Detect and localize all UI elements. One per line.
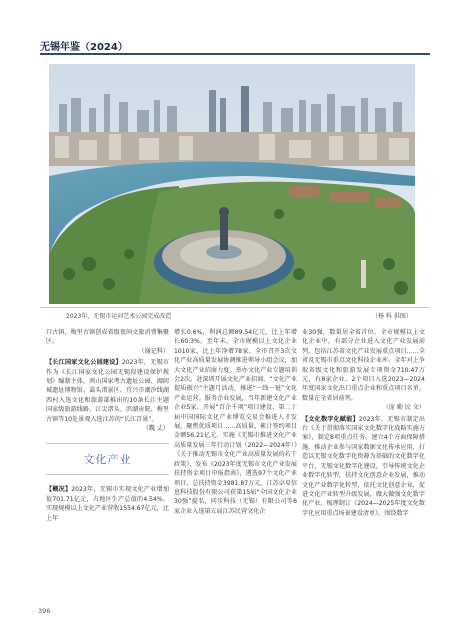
- aerial-park-photo: [49, 64, 415, 304]
- col3-paragraph-1: 业30强，数量居全省首位。全市规模以上文化企业中，有部分企业进入文化产业发展前列，包括江苏省文化产业发展重点项目……全省及无锡市重点文化科技企业库。全年对上争取省级文化和旅游发展专项资金710.47万元，有8家企业、2个项目入选2023—2024年度国家文化出口重点企业和重点项目名单，数量在全省居前列。: [302, 329, 425, 402]
- col1-author-1: （谢记科）: [138, 347, 169, 355]
- photo-credit: （杨 科 供图）: [372, 313, 412, 320]
- column-3: [302, 328, 425, 518]
- photo-caption: 2023年，无锡市运河艺术公园完成改造: [66, 313, 172, 320]
- statue: [220, 214, 228, 250]
- column-1: [46, 328, 169, 523]
- col1-text-yangtze: 2023年，无锡市作为《长江国家文化公园无锡段建设保护规划》编制主体，鸿山国家考古遗址公园、阖闾城遗址博物馆、霭头渚景区、宜兴市潮汐线湖西村入选文化和旅游部推出的10条长江主题国家级旅游线路。江尖渚头、滨湖贡院、梅里古镇等10处景观入选江苏的“长江百景”。: [46, 359, 169, 423]
- monument: [361, 260, 366, 288]
- statue-head: [219, 207, 229, 217]
- caption-divider: [40, 307, 430, 308]
- col1-paragraph-3: [46, 485, 169, 523]
- section-title: 文化产业: [83, 452, 132, 466]
- aerial-park-illustration: [49, 64, 415, 304]
- col3-paragraph-2: [302, 415, 425, 518]
- header-divider: [40, 53, 430, 55]
- col3-heading-digital: 【文化数字化赋能】: [302, 415, 359, 423]
- section-banner: [46, 443, 169, 475]
- col1-heading-yangtze: 【长江国家文化公园建设】: [46, 359, 122, 367]
- yearbook-header-title: 无锡年鉴（2024）: [40, 42, 128, 53]
- col3-author-1: （庞 勤 民 文）: [382, 404, 425, 412]
- col3-text-digital: 2023年，无锡市制定出台《关于贯彻落实国家文化数字化战略实施方案》，制定8项重点任务，建立4个方面保障措施，推动企业参与国家数据文化传承应用，打造以无锡文化数字化资源为基础的文化数字化平台，无锡文化数字化建设，引导传统文化企业数字化转型，扶持文化创意企业发展，推动文化产业数字化转型，依托文化创意企业，促进文化产业转型升级发展，做大做强文化数字化产业。梳理制订《2024—2025年度文化数字化应用重点场景建设清单》，围绕数字: [302, 415, 425, 517]
- col1-text-overview: 2023年，无锡市实现文化产业增加值701.71亿元，占地区生产总值的4.54%。实现规模以上文化产业营收1554.67亿元，比上年: [46, 486, 169, 522]
- col2-paragraph-1: 增长0.6%，利润总额89.54亿元，比上年增长60.3%。至年末，全市规模以上文化企业1010家，比上年净增78家。全市召开3次文化产业高质量发展协调推进领导小组会议，加大文化产业招商力度。举办文化产业专题培训会2次，赴深圳开展文化产业招商。“文化产业提质振兴”主题月活动，推进“一线一链”文化产业运营。服务企业发展，当年新建文化产业企业5家。开展“百企千项”项目建设，第二十届中国国际文化产业博览交易会推进人才发展，聚焦优质项目……高质量，累计签约项目金额56.21亿元。实施《无锡市推进文化产业高质量发展三年行动计划（2022—2024年）》《关于推动无锡市文化产业高质量发展的若干政策》，发布《2023年度无锡市文化产业发展扶持资金项目申报指南》，遴选97个文化产业项目，总扶持资金3981.87万元。江苏卓易信息科技股份有限公司获第15届“全国文化企业30强”提名，同步科技（无锡）有限公司等6家企业入选第五届江苏民营文化企: [174, 329, 297, 515]
- col1-author-2: （魏 丈）: [142, 425, 169, 433]
- column-2: [174, 328, 297, 516]
- col1-paragraph-2: [46, 358, 169, 424]
- col1-heading-overview: 【概况】: [46, 486, 72, 494]
- col1-paragraph-1: 口古镇，梅里古镇创成省级夜间文旅消费集聚区。: [46, 329, 169, 346]
- page-number: 396: [38, 607, 51, 615]
